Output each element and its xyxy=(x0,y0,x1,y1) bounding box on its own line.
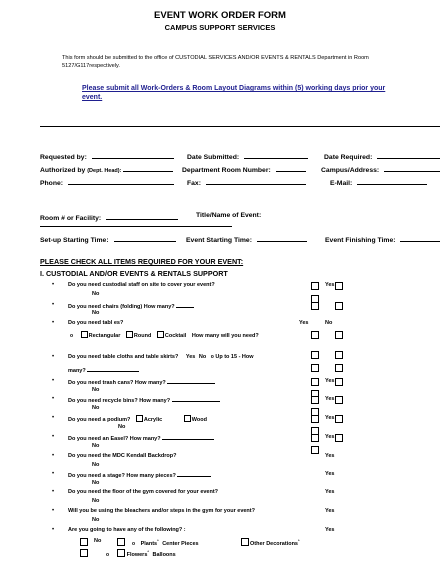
event-title-line[interactable] xyxy=(40,226,232,227)
easel-text: Do you need an Easel? How many? xyxy=(68,436,161,442)
dept-room-label: Department Room Number: xyxy=(182,167,271,174)
event-finish-field[interactable] xyxy=(325,234,440,244)
event-finish-line[interactable] xyxy=(400,234,440,242)
no-label: No xyxy=(92,498,100,504)
cloths-count-no-checkbox[interactable] xyxy=(335,364,343,372)
no-label: No xyxy=(198,354,207,360)
room-facility-field[interactable] xyxy=(40,212,178,222)
section-heading: I. CUSTODIAL AND/OR EVENTS & RENTALS SUPPORT xyxy=(40,269,228,278)
question-chairs xyxy=(68,302,194,310)
event-start-line[interactable] xyxy=(257,234,307,242)
question-recycle xyxy=(68,396,220,404)
dept-room-field[interactable] xyxy=(182,164,306,174)
campus-address-line[interactable] xyxy=(384,164,440,172)
date-required-label: Date Required: xyxy=(324,154,373,161)
email-label: E-Mail: xyxy=(330,180,353,187)
no-label: No xyxy=(92,462,100,468)
trash-text: Do you need trash cans? How many? xyxy=(68,380,166,386)
recycle-yes-checkbox[interactable] xyxy=(335,396,343,404)
fax-field[interactable] xyxy=(187,177,306,187)
center-pieces-label: Center Pieces xyxy=(162,540,199,547)
header-divider xyxy=(40,126,440,127)
no-label: No xyxy=(92,387,100,393)
no-label: No xyxy=(92,291,100,297)
event-finish-label: Event Finishing Time: xyxy=(325,237,396,244)
bullet: • xyxy=(52,415,55,421)
requested-by-field[interactable] xyxy=(40,151,174,161)
question-podium xyxy=(68,415,207,423)
no-label: No xyxy=(92,517,100,523)
authorized-by-label: Authorized by xyxy=(40,167,86,174)
date-submitted-line[interactable] xyxy=(244,151,308,159)
yes-label: Yes xyxy=(299,320,309,326)
up-to-label: Up to 15 - How xyxy=(215,354,254,360)
question-backdrop: Do you need the MDC Kendall Backdrop? xyxy=(68,453,177,459)
setup-time-line[interactable] xyxy=(114,234,176,242)
many-label: many? xyxy=(68,368,86,374)
date-submitted-label: Date Submitted: xyxy=(187,154,240,161)
phone-label: Phone: xyxy=(40,180,64,187)
yes-label: Yes xyxy=(325,489,335,495)
plants-label: Plants xyxy=(140,540,158,547)
podium-text: Do you need a podium? xyxy=(68,417,131,423)
room-facility-line[interactable] xyxy=(106,212,178,220)
bullet: • xyxy=(52,434,55,440)
chairs-text: Do you need chairs (folding) How many? xyxy=(68,304,175,310)
cloths-yes-checkbox[interactable] xyxy=(311,351,319,359)
chairs-count-line[interactable] xyxy=(176,302,194,308)
table-types: o Rectangular Round Cocktail How many will you need? xyxy=(70,333,259,339)
question-stage xyxy=(68,471,211,479)
yes-label: Yes xyxy=(325,453,335,459)
question-tables: Do you need tabl es? xyxy=(68,320,124,326)
bullet: • xyxy=(52,508,55,514)
form-title: EVENT WORK ORDER FORM xyxy=(154,10,286,21)
dept-head-label: (Dept. Head): xyxy=(87,168,122,174)
yes-label: Yes xyxy=(325,396,335,402)
recycle-checkbox[interactable] xyxy=(311,396,319,404)
cloths-text: Do you need table cloths and table skirts? xyxy=(68,354,179,360)
wood-checkbox[interactable] xyxy=(184,415,191,422)
yes-label: Yes xyxy=(325,378,335,384)
cloths-count-line[interactable] xyxy=(87,366,139,372)
podium-checkbox[interactable] xyxy=(311,415,319,423)
question-cloths: Do you need table cloths and table skirts? Yes No o Up to 15 - How xyxy=(68,354,254,360)
phone-field[interactable] xyxy=(40,177,174,187)
easel-no-checkbox[interactable] xyxy=(311,446,319,454)
yes-label: Yes xyxy=(325,415,335,421)
no-label: No xyxy=(325,320,333,326)
intro-text: This form should be submitted to the office of CUSTODIAL SERVICES AND/OR EVENTS & RENTALS Department in Room 5127/G117respectively. xyxy=(62,55,369,69)
fax-label: Fax: xyxy=(187,180,201,187)
tables-yes-checkbox[interactable] xyxy=(311,331,319,339)
stage-text: Do you need a stage? How many pieces? xyxy=(68,473,176,479)
bullet: • xyxy=(52,489,55,495)
date-required-field[interactable] xyxy=(324,151,440,161)
bullet: • xyxy=(52,354,55,360)
tables-no-checkbox[interactable] xyxy=(335,331,343,339)
trash-yes-checkbox[interactable] xyxy=(335,378,343,386)
no-label: No xyxy=(118,424,126,430)
no-label: No xyxy=(92,443,100,449)
phone-line[interactable] xyxy=(68,177,174,185)
plants-option: o Plants* Center Pieces xyxy=(132,538,199,547)
podium-yes-checkbox[interactable] xyxy=(335,415,343,423)
cocktail-label: Cocktail xyxy=(164,333,187,339)
email-line[interactable] xyxy=(357,177,427,185)
event-title-field xyxy=(196,212,261,219)
bullet: • xyxy=(52,396,55,402)
event-start-field[interactable] xyxy=(186,234,307,244)
question-easel xyxy=(68,434,214,442)
no-label: No xyxy=(94,538,102,544)
yes-label: Yes xyxy=(325,508,335,514)
cloths-count-yes-checkbox[interactable] xyxy=(311,364,319,372)
yes-label: Yes xyxy=(325,282,335,288)
custodial-yes-checkbox[interactable] xyxy=(335,282,343,290)
rectangular-checkbox[interactable] xyxy=(81,331,88,338)
requested-by-line[interactable] xyxy=(92,151,174,159)
cloths-no-checkbox[interactable] xyxy=(335,351,343,359)
authorized-by-line[interactable] xyxy=(123,164,173,172)
round-checkbox[interactable] xyxy=(126,331,133,338)
other-decorations-checkbox[interactable] xyxy=(241,538,249,546)
question-custodial: Do you need custodial staff on site to cover your event? xyxy=(68,282,215,288)
plants-checkbox[interactable] xyxy=(117,538,125,546)
other-decorations-option: Other Decorations* xyxy=(250,538,300,547)
submission-notice: Please submit all Work-Orders & Room Layout Diagrams within (5) working days prior your event. xyxy=(82,85,386,101)
yes-label: Yes xyxy=(325,527,335,533)
campus-address-field[interactable] xyxy=(321,164,440,174)
custodial-checkbox[interactable] xyxy=(311,282,319,290)
no-label: No xyxy=(92,405,100,411)
question-gym-floor: Do you need the floor of the gym covered for your event? xyxy=(68,489,219,495)
email-field[interactable] xyxy=(330,177,427,187)
event-title-label: Title/Name of Event: xyxy=(196,212,262,219)
dept-room-line[interactable] xyxy=(276,164,306,172)
date-submitted-field[interactable] xyxy=(187,151,308,161)
authorized-by-field[interactable] xyxy=(40,164,173,174)
bullet: • xyxy=(52,453,55,459)
no-label: No xyxy=(92,480,100,486)
yes-label: Yes xyxy=(185,354,196,360)
recycle-count-line[interactable] xyxy=(172,396,220,402)
easel-yes-checkbox[interactable] xyxy=(335,434,343,442)
question-trash xyxy=(68,378,215,386)
wood-label: Wood xyxy=(191,417,207,423)
checklist-heading: PLEASE CHECK ALL ITEMS REQUIRED FOR YOUR EVENT: xyxy=(40,257,244,266)
yes-label: Yes xyxy=(325,434,335,440)
setup-time-label: Set-up Starting Time: xyxy=(40,237,109,244)
round-label: Round xyxy=(133,333,152,339)
question-bleachers: Will you be using the bleachers and/or steps in the gym for your event? xyxy=(68,508,255,514)
flowers-label: Flowers xyxy=(126,551,148,558)
bullet: • xyxy=(52,527,55,533)
easel-checkbox[interactable] xyxy=(311,434,319,442)
bullet: • xyxy=(52,302,55,308)
setup-time-field[interactable] xyxy=(40,234,176,244)
bullet: • xyxy=(52,378,55,384)
form-subtitle: CAMPUS SUPPORT SERVICES xyxy=(164,23,276,32)
easel-count-line[interactable] xyxy=(162,434,214,440)
no-label: No xyxy=(92,310,100,316)
acrylic-checkbox[interactable] xyxy=(136,415,143,422)
balloons-label: Balloons xyxy=(152,551,176,558)
chairs-no-checkbox[interactable] xyxy=(335,302,343,310)
other-decorations-label: Other Decorations xyxy=(250,540,298,547)
chairs-yes-checkbox[interactable] xyxy=(311,302,319,310)
recycle-text: Do you need recycle bins? How many? xyxy=(68,398,171,404)
bullet: • xyxy=(52,471,55,477)
bullet: • xyxy=(52,320,55,326)
trash-count-line[interactable] xyxy=(167,378,215,384)
campus-address-label: Campus/Address: xyxy=(321,167,380,174)
acrylic-label: Acrylic xyxy=(143,417,163,423)
question-following: Are you going to have any of the following? : xyxy=(68,527,186,533)
date-required-line[interactable] xyxy=(377,151,440,159)
room-facility-label: Room # or Facility: xyxy=(40,215,102,222)
cocktail-checkbox[interactable] xyxy=(157,331,164,338)
cloths-many[interactable] xyxy=(68,366,139,374)
trash-checkbox[interactable] xyxy=(311,378,319,386)
event-start-label: Event Starting Time: xyxy=(186,237,252,244)
flowers-option: o Flowers* Balloons xyxy=(106,549,176,558)
fax-line[interactable] xyxy=(206,177,306,185)
bullet: • xyxy=(52,282,55,288)
rectangular-label: Rectangular xyxy=(88,333,121,339)
requested-by-label: Requested by: xyxy=(40,154,87,161)
stage-count-line[interactable] xyxy=(177,471,211,477)
yes-label: Yes xyxy=(325,471,335,477)
following-no-checkbox[interactable] xyxy=(80,538,88,546)
flowers-checkbox[interactable] xyxy=(80,549,88,557)
how-many-tables: How many will you need? xyxy=(191,333,259,339)
